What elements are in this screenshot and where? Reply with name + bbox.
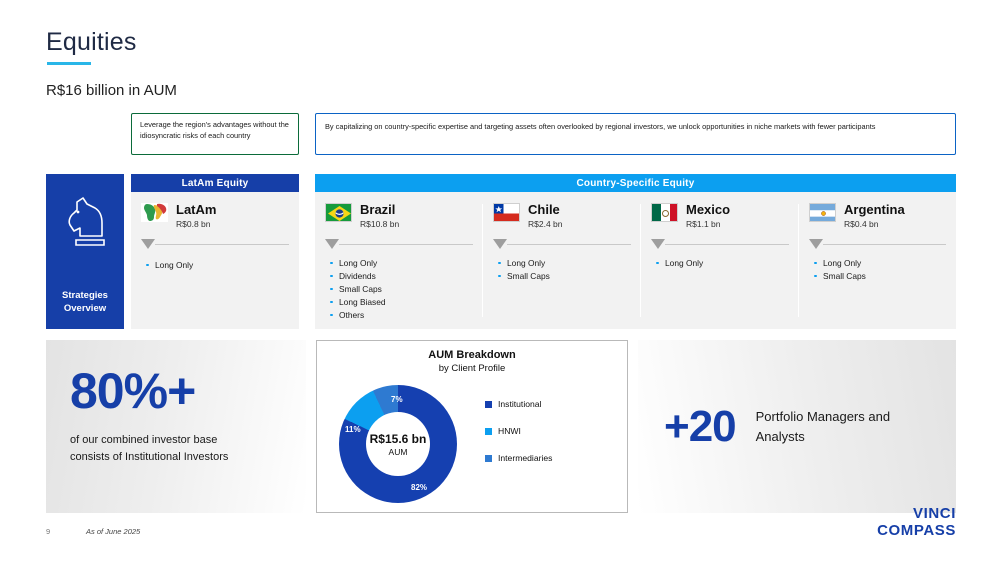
- list-item: Long Only: [141, 259, 289, 272]
- aum-breakdown-chart-card: [316, 340, 628, 513]
- country-aum: R$1.1 bn: [686, 218, 721, 229]
- triangle-down-icon: [325, 239, 339, 249]
- legend-swatch-institutional: [485, 401, 492, 408]
- latam-strategy-list: [141, 259, 289, 272]
- chess-knight-icon: [46, 196, 124, 252]
- legend-label: Intermediaries: [498, 453, 553, 463]
- page-subtitle: R$16 billion in AUM: [46, 82, 177, 99]
- list-item: Small Caps: [809, 270, 946, 283]
- country-name: Chile: [528, 202, 560, 217]
- divider-line: [507, 244, 631, 245]
- donut-center-value: R$15.6 bn: [369, 431, 427, 446]
- latam-aum: R$0.8 bn: [176, 218, 211, 229]
- country-heading: [651, 203, 789, 229]
- latam-panel-body: [131, 192, 299, 329]
- triangle-down-icon: [651, 239, 665, 249]
- flag-argentina-icon: [809, 203, 836, 222]
- country-strategy-list: [493, 257, 631, 283]
- country-strategy-list: [325, 257, 473, 322]
- latam-name: LatAm: [176, 202, 217, 217]
- footer-note: As of June 2025: [86, 527, 141, 536]
- country-aum: R$0.4 bn: [844, 218, 879, 229]
- stat-value: +20: [664, 401, 736, 451]
- country-specific-equity-panel: [315, 174, 956, 329]
- legend-swatch-intermediaries: [485, 455, 492, 462]
- country-column-brazil: [315, 192, 483, 329]
- legend-item-hnwi: [485, 426, 552, 436]
- country-panel-header: Country-Specific Equity: [315, 174, 956, 192]
- triangle-down-icon: [809, 239, 823, 249]
- country-heading: [325, 203, 473, 229]
- country-arrow-divider: [493, 239, 631, 249]
- flag-chile-icon: [493, 203, 520, 222]
- stat-card-team: [638, 340, 956, 513]
- list-item: Small Caps: [325, 283, 473, 296]
- title-underline: [47, 62, 91, 65]
- legend-label: HNWI: [498, 426, 521, 436]
- slice-label-intermediaries: 7%: [391, 395, 403, 404]
- divider-line: [823, 244, 946, 245]
- callout-country-specific: By capitalizing on country-specific expertise and targeting assets often overlooked by regional investors, we unlock opportunities in niche markets with fewer participants: [315, 113, 956, 155]
- page-number: 9: [46, 527, 51, 536]
- flag-brazil-icon: [325, 203, 352, 222]
- chart-title: AUM Breakdown: [428, 349, 516, 361]
- page-title: Equities: [46, 28, 137, 56]
- latam-equity-panel: [131, 174, 299, 329]
- legend-item-institutional: [485, 399, 552, 409]
- country-strategy-list: [651, 257, 789, 270]
- country-arrow-divider: [325, 239, 473, 249]
- country-column-argentina: [799, 192, 956, 329]
- strategies-overview-label: [62, 290, 108, 315]
- logo-line1: VINCI: [912, 505, 956, 522]
- strategies-label-line1: Strategies: [62, 290, 108, 302]
- strategies-overview-sidebar: [46, 174, 124, 329]
- country-strategy-list: [809, 257, 946, 283]
- country-column-chile: [483, 192, 641, 329]
- country-aum: R$2.4 bn: [528, 218, 563, 229]
- latam-panel-header: LatAm Equity: [131, 174, 299, 192]
- country-arrow-divider: [809, 239, 946, 249]
- divider-line: [339, 244, 473, 245]
- legend-swatch-hnwi: [485, 428, 492, 435]
- stat-description: of our combined investor base consists of Institutional Investors: [70, 434, 229, 464]
- country-column-mexico: [641, 192, 799, 329]
- slice-label-hnwi: 11%: [345, 425, 361, 434]
- legend-label: Institutional: [498, 399, 542, 409]
- list-item: Long Only: [651, 257, 789, 270]
- strategies-label-line2: Overview: [63, 302, 107, 314]
- list-item: Long Only: [809, 257, 946, 270]
- donut-chart: [335, 385, 473, 505]
- donut-center-label: AUM: [388, 446, 408, 457]
- donut-center: [366, 412, 430, 476]
- stat-card-investor-base: [46, 340, 306, 513]
- list-item: Small Caps: [493, 270, 631, 283]
- company-logo: [877, 505, 956, 540]
- country-name: Argentina: [844, 202, 905, 217]
- list-item: Others: [325, 309, 473, 322]
- divider-line: [155, 244, 289, 245]
- flag-mexico-icon: [651, 203, 678, 222]
- list-item: Dividends: [325, 270, 473, 283]
- triangle-down-icon: [493, 239, 507, 249]
- stat-value: 80%+: [70, 363, 196, 419]
- latam-arrow-divider: [141, 239, 289, 249]
- country-name: Brazil: [360, 202, 396, 217]
- list-item: Long Biased: [325, 296, 473, 309]
- slice-label-institutional: 82%: [411, 483, 428, 492]
- chart-legend: [485, 399, 552, 480]
- country-columns: [315, 192, 956, 329]
- list-item: Long Only: [325, 257, 473, 270]
- latam-map-icon: [141, 203, 168, 222]
- triangle-down-icon: [141, 239, 155, 249]
- legend-item-intermediaries: [485, 453, 552, 463]
- country-heading: [493, 203, 631, 229]
- chart-subtitle: by Client Profile: [438, 363, 506, 374]
- country-arrow-divider: [651, 239, 789, 249]
- divider-line: [665, 244, 789, 245]
- country-name: Mexico: [686, 202, 731, 217]
- country-aum: R$10.8 bn: [360, 218, 400, 229]
- latam-heading: [141, 203, 289, 229]
- list-item: Long Only: [493, 257, 631, 270]
- stat-description: Portfolio Managers and Analysts: [755, 409, 891, 444]
- logo-line2: COMPASS: [877, 522, 956, 540]
- callout-latam: Leverage the region's advantages without the idiosyncratic risks of each country: [131, 113, 299, 155]
- country-heading: [809, 203, 946, 229]
